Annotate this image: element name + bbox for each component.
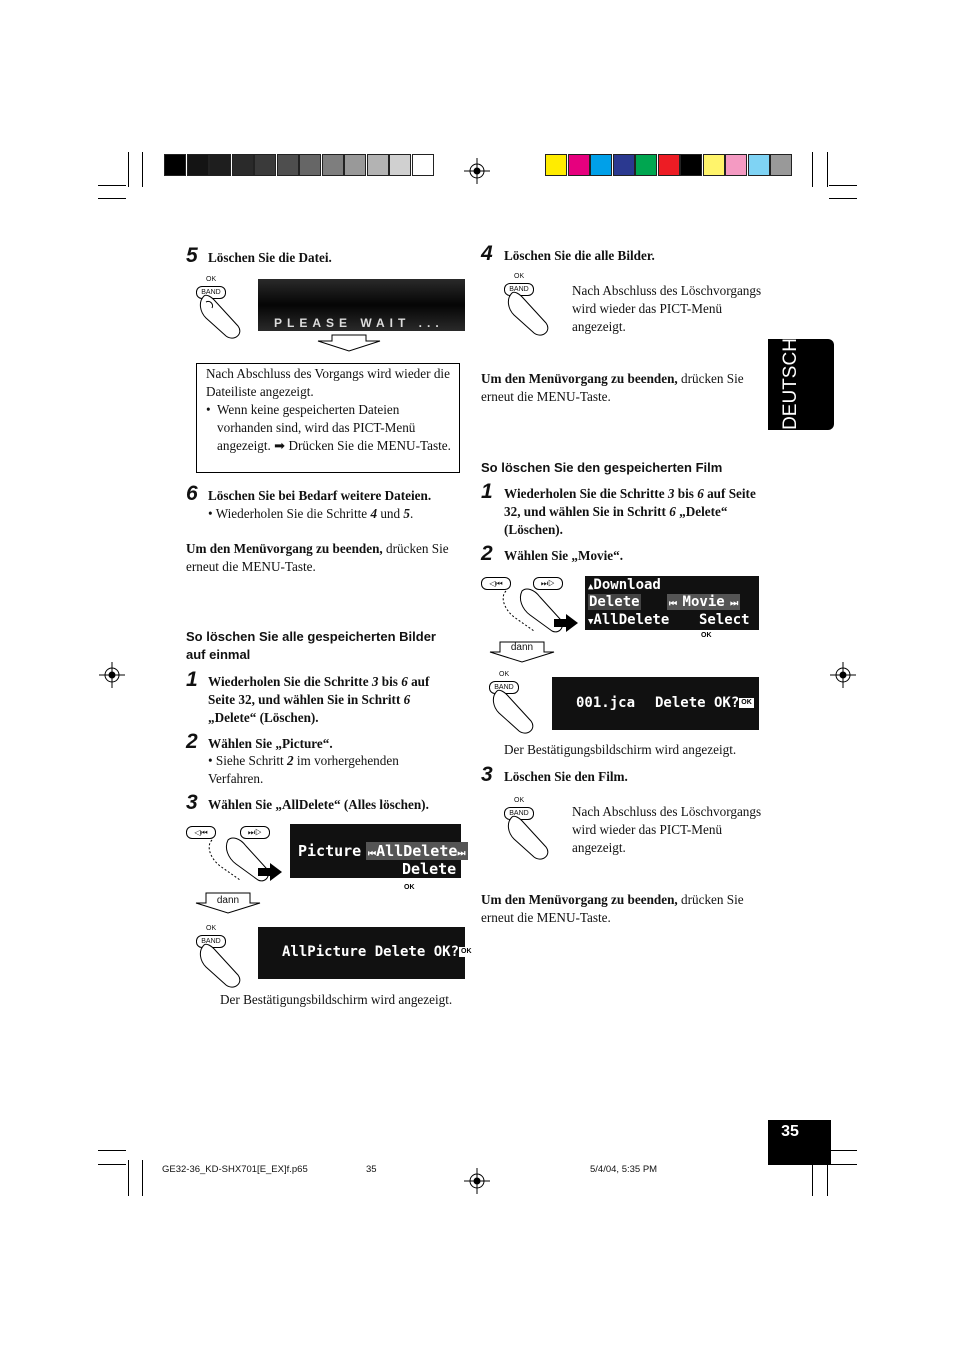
lcd-download: ▲Download xyxy=(588,577,661,593)
band-button[interactable]: BAND xyxy=(489,681,519,694)
gray-swatch xyxy=(367,154,389,176)
page-number: 35 xyxy=(781,1123,799,1140)
bullet-icon: • xyxy=(206,402,211,417)
lcd-movie: ⏮ Movie ⏭ xyxy=(669,594,739,610)
crop-mark xyxy=(829,198,857,199)
end-instruction: Um den Menüvorgang zu beenden, drücken Sie erneut die MENU-Taste. xyxy=(481,371,744,404)
ok-label: OK xyxy=(514,273,525,280)
registration-mark-icon xyxy=(99,662,125,688)
color-swatch xyxy=(725,154,747,176)
ok-label: OK xyxy=(206,276,217,283)
step-number: 2 xyxy=(481,542,493,565)
gray-swatch xyxy=(344,154,366,176)
color-swatch xyxy=(590,154,612,176)
prev-button[interactable]: ◁⏮ xyxy=(186,826,216,839)
crop-mark xyxy=(829,185,857,186)
section-heading: So löschen Sie alle gespeicherten Bilder auf einmal xyxy=(186,629,436,662)
lcd-confirm: Delete OK? OK xyxy=(655,695,752,711)
down-arrow-icon xyxy=(316,334,382,352)
end-instruction: Um den Menüvorgang zu beenden, drücken Sie erneut die MENU-Taste. xyxy=(186,541,449,574)
lcd-confirm: AllPicture Delete OK? OK xyxy=(282,944,472,960)
gray-swatch xyxy=(164,154,186,176)
right-arrow-icon xyxy=(258,863,282,881)
dann-label: dann xyxy=(510,642,534,653)
crop-mark xyxy=(98,185,126,186)
step-number: 5 xyxy=(186,244,198,267)
step-number: 6 xyxy=(186,482,198,505)
lcd-delete: Delete xyxy=(589,594,640,610)
color-swatch xyxy=(613,154,635,176)
footer-page: 35 xyxy=(366,1164,377,1175)
color-swatch xyxy=(658,154,680,176)
prev-button[interactable]: ◁⏮ xyxy=(481,577,511,590)
step-title: Löschen Sie die Datei. xyxy=(208,250,332,265)
lcd-display xyxy=(258,927,472,979)
lcd-display xyxy=(552,677,759,730)
registration-mark-icon xyxy=(830,662,856,688)
lcd-display xyxy=(585,576,759,639)
step-title: Wählen Sie „Picture“. xyxy=(208,736,333,751)
color-swatch xyxy=(545,154,567,176)
step-title: Wählen Sie „Movie“. xyxy=(504,548,624,563)
ok-label: OK xyxy=(206,925,217,932)
info-bullet-action: Drücken Sie die MENU-Taste. xyxy=(288,438,451,453)
step-number: 1 xyxy=(186,668,198,691)
band-button[interactable]: BAND xyxy=(196,286,226,299)
gray-swatch xyxy=(187,154,209,176)
lcd-display xyxy=(290,824,466,891)
next-button[interactable]: ⏭▷ xyxy=(533,577,563,590)
color-swatch xyxy=(748,154,770,176)
caption: Der Bestätigungsbildschirm wird angezeigt. xyxy=(220,992,453,1007)
step-number: 1 xyxy=(481,480,493,503)
finger-press-icon xyxy=(196,943,246,988)
crop-mark xyxy=(98,198,126,199)
info-bullet-text: Wenn keine gespeicherten Dateien vorhanden sind, wird das PICT-Menü angezeigt. xyxy=(217,402,416,453)
color-swatch xyxy=(680,154,702,176)
language-tab xyxy=(768,339,834,430)
lcd-select: SelectOK xyxy=(699,612,750,639)
crop-mark xyxy=(812,1160,813,1196)
step-title: Wiederholen Sie die Schritte 3 bis 6 auf Seite 32, und wählen Sie in Schritt 6 „Delete“ (Löschen). xyxy=(208,674,430,725)
crop-mark xyxy=(128,1160,129,1196)
color-swatch xyxy=(568,154,590,176)
end-instruction: Um den Menüvorgang zu beenden, drücken Sie erneut die MENU-Taste. xyxy=(481,892,744,925)
color-swatch xyxy=(635,154,657,176)
finger-press-icon xyxy=(196,294,246,339)
step-number: 4 xyxy=(481,242,493,265)
finger-press-icon xyxy=(489,689,539,734)
gray-swatch xyxy=(232,154,254,176)
crop-mark xyxy=(829,1150,857,1151)
ok-label: OK xyxy=(514,797,525,804)
lcd-delete: DeleteOK xyxy=(402,860,457,891)
gray-swatch xyxy=(412,154,434,176)
band-button[interactable]: BAND xyxy=(504,807,534,820)
crop-mark xyxy=(142,1160,143,1196)
lcd-picture: Picture xyxy=(298,842,362,860)
color-swatch xyxy=(770,154,792,176)
gray-swatch xyxy=(299,154,321,176)
step-bullet: • Wiederholen Sie die Schritte 4 und 5. xyxy=(208,506,414,521)
gray-swatch xyxy=(389,154,411,176)
crop-mark xyxy=(128,152,129,187)
registration-mark-icon xyxy=(464,158,490,184)
lcd-filename: 001.jca xyxy=(576,695,636,711)
lcd-display xyxy=(258,279,465,331)
band-button[interactable]: BAND xyxy=(196,935,226,948)
crop-mark xyxy=(827,152,828,187)
gray-swatch xyxy=(322,154,344,176)
step-number: 2 xyxy=(186,730,198,753)
crop-mark xyxy=(812,152,813,187)
crop-mark xyxy=(827,1160,828,1196)
right-arrow-icon: ➡ xyxy=(274,438,286,453)
step-bullet: • Siehe Schritt 2 im vorhergehenden Verfahren. xyxy=(208,753,399,786)
color-swatch xyxy=(703,154,725,176)
registration-mark-icon xyxy=(464,1168,490,1194)
step-title: Wählen Sie „AllDelete“ (Alles löschen). xyxy=(208,797,429,812)
footer-file: GE32-36_KD-SHX701[E_EX]f.p65 xyxy=(162,1164,308,1175)
crop-mark xyxy=(829,1164,857,1165)
step-title: Löschen Sie die alle Bilder. xyxy=(504,248,655,263)
info-box xyxy=(196,363,460,473)
gray-swatch xyxy=(277,154,299,176)
page-number-box xyxy=(768,1120,831,1165)
caption: Der Bestätigungsbildschirm wird angezeigt. xyxy=(504,742,737,757)
footer-date: 5/4/04, 5:35 PM xyxy=(590,1164,658,1175)
ok-label: OK xyxy=(499,671,510,678)
crop-mark xyxy=(142,152,143,187)
next-button[interactable]: ⏭▷ xyxy=(240,826,270,839)
step-text: Nach Abschluss des Löschvorgangs wird wieder das PICT-Menü angezeigt. xyxy=(572,283,762,334)
finger-press-icon xyxy=(504,815,554,860)
step-title: Wiederholen Sie die Schritte 3 bis 6 auf Seite 32, und wählen Sie in Schritt 6 „Delete“ (Löschen). xyxy=(504,486,756,537)
lcd-text: PLEASE WAIT ... xyxy=(274,316,444,330)
section-heading: So löschen Sie den gespeicherten Film xyxy=(481,460,723,475)
language-tab-label: DEUTSCH xyxy=(780,338,801,430)
step-title: Löschen Sie den Film. xyxy=(504,769,628,784)
crop-mark xyxy=(98,1150,126,1151)
crop-mark xyxy=(98,1164,126,1165)
step-number: 3 xyxy=(186,791,198,814)
step-number: 3 xyxy=(481,763,493,786)
step-text: Nach Abschluss des Löschvorgangs wird wieder das PICT-Menü angezeigt. xyxy=(572,804,762,855)
gray-swatch xyxy=(254,154,276,176)
lcd-alldelete: ⏮AllDelete⏭ xyxy=(368,842,466,860)
lcd-alldelete: ▼AllDelete xyxy=(588,612,670,628)
gray-swatch xyxy=(209,154,231,176)
finger-press-icon xyxy=(504,291,554,336)
band-button[interactable]: BAND xyxy=(504,283,534,296)
right-arrow-icon xyxy=(554,614,578,632)
info-text: Nach Abschluss des Vorgangs wird wieder die Dateiliste angezeigt. xyxy=(206,366,450,399)
dann-label: dann xyxy=(216,895,240,906)
info-bullet xyxy=(217,401,457,455)
step-title: Löschen Sie bei Bedarf weitere Dateien. xyxy=(208,488,432,503)
